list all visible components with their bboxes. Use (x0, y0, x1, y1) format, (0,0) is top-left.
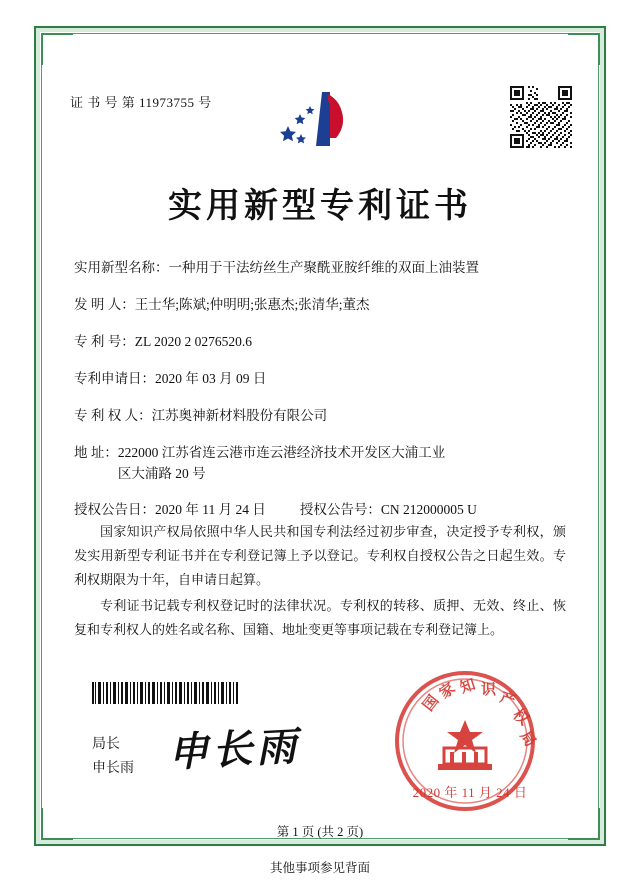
field-row-application-date (74, 369, 566, 390)
field-value-line1: 222000 江苏省连云港市连云港经济技术开发区大浦工业 (117, 444, 446, 460)
page-title: 实用新型专利证书 (168, 188, 472, 225)
border-corner-top-left (41, 33, 73, 65)
field-value: 2020 年 03 月 09 日 (155, 370, 267, 386)
border-corner-top-right (568, 33, 600, 65)
field-label: 专利申请日： (74, 370, 155, 386)
svg-text:局: 局 (516, 728, 538, 750)
field-value: 王士华;陈斌;仲明明;张惠杰;张清华;董杰 (134, 296, 370, 312)
field-value: ZL 2020 2 0276520.6 (134, 333, 252, 349)
field-value: 江苏奥神新材料股份有限公司 (151, 407, 328, 423)
signature-title-label: 局长 (92, 737, 120, 752)
field-row-utility-model-name (74, 258, 566, 279)
certificate-number: 证 书 号 第 11973755 号 (70, 95, 212, 110)
field-row-address (74, 443, 566, 485)
svg-text:产: 产 (497, 689, 518, 710)
field-label: 专 利 权 人： (74, 407, 152, 423)
field-row-inventors (74, 295, 566, 316)
field-label-grant-date: 授权公告日： (74, 502, 155, 518)
field-label: 专 利 号： (74, 333, 135, 349)
field-value-grant-date: 2020 年 11 月 24 日 (155, 502, 266, 518)
field-label: 实用新型名称： (74, 260, 169, 275)
handwritten-signature: 申长雨 (167, 723, 302, 776)
svg-text:知: 知 (458, 676, 478, 697)
legal-text-block (74, 520, 566, 644)
field-row-patent-number (74, 332, 566, 353)
field-row-grant-announcement (74, 500, 566, 521)
svg-text:权: 权 (509, 706, 532, 729)
footer-note: 其他事项参见背面 (269, 861, 370, 875)
page-number: 第 1 页 (共 2 页) (276, 825, 364, 839)
paragraph-registry-statement: 专利证书记载专利权登记时的法律状况。专利权的转移、质押、无效、终止、恢复和专利权人的姓名或名称、国籍、地址变更等事项记载在专利登记簿上。 (74, 598, 566, 638)
seal-date: 2020 年 11 月 24 日 (412, 785, 528, 800)
certificate-fields (74, 258, 566, 537)
field-row-patentee (74, 406, 566, 427)
paragraph-grant-statement: 国家知识产权局依照中华人民共和国专利法经过初步审查，决定授予专利权，颁发实用新型专利证书并在专利登记簿上予以登记。专利权自授权公告之日起生效。专利权期限为十年，自申请日起算。 (74, 524, 566, 588)
svg-text:家: 家 (436, 680, 459, 703)
field-value-group (118, 443, 566, 485)
qr-code-icon (510, 86, 572, 148)
signature-name-label: 申长雨 (92, 760, 134, 776)
svg-text:国: 国 (420, 692, 443, 715)
signature-labels (92, 733, 134, 781)
field-label: 发 明 人： (74, 296, 135, 312)
field-value-grant-number: CN 212000005 U (380, 502, 477, 518)
field-value: 一种用于干法纺丝生产聚酰亚胺纤维的双面上油装置 (168, 260, 479, 275)
field-label-grant-number: 授权公告号： (299, 502, 381, 518)
barcode-icon (92, 682, 238, 704)
cnipa-logo-icon (270, 86, 370, 162)
field-value-line2: 区大浦路 20 号 (117, 465, 206, 481)
svg-text:识: 识 (481, 682, 497, 698)
field-label: 地 址： (74, 444, 118, 460)
